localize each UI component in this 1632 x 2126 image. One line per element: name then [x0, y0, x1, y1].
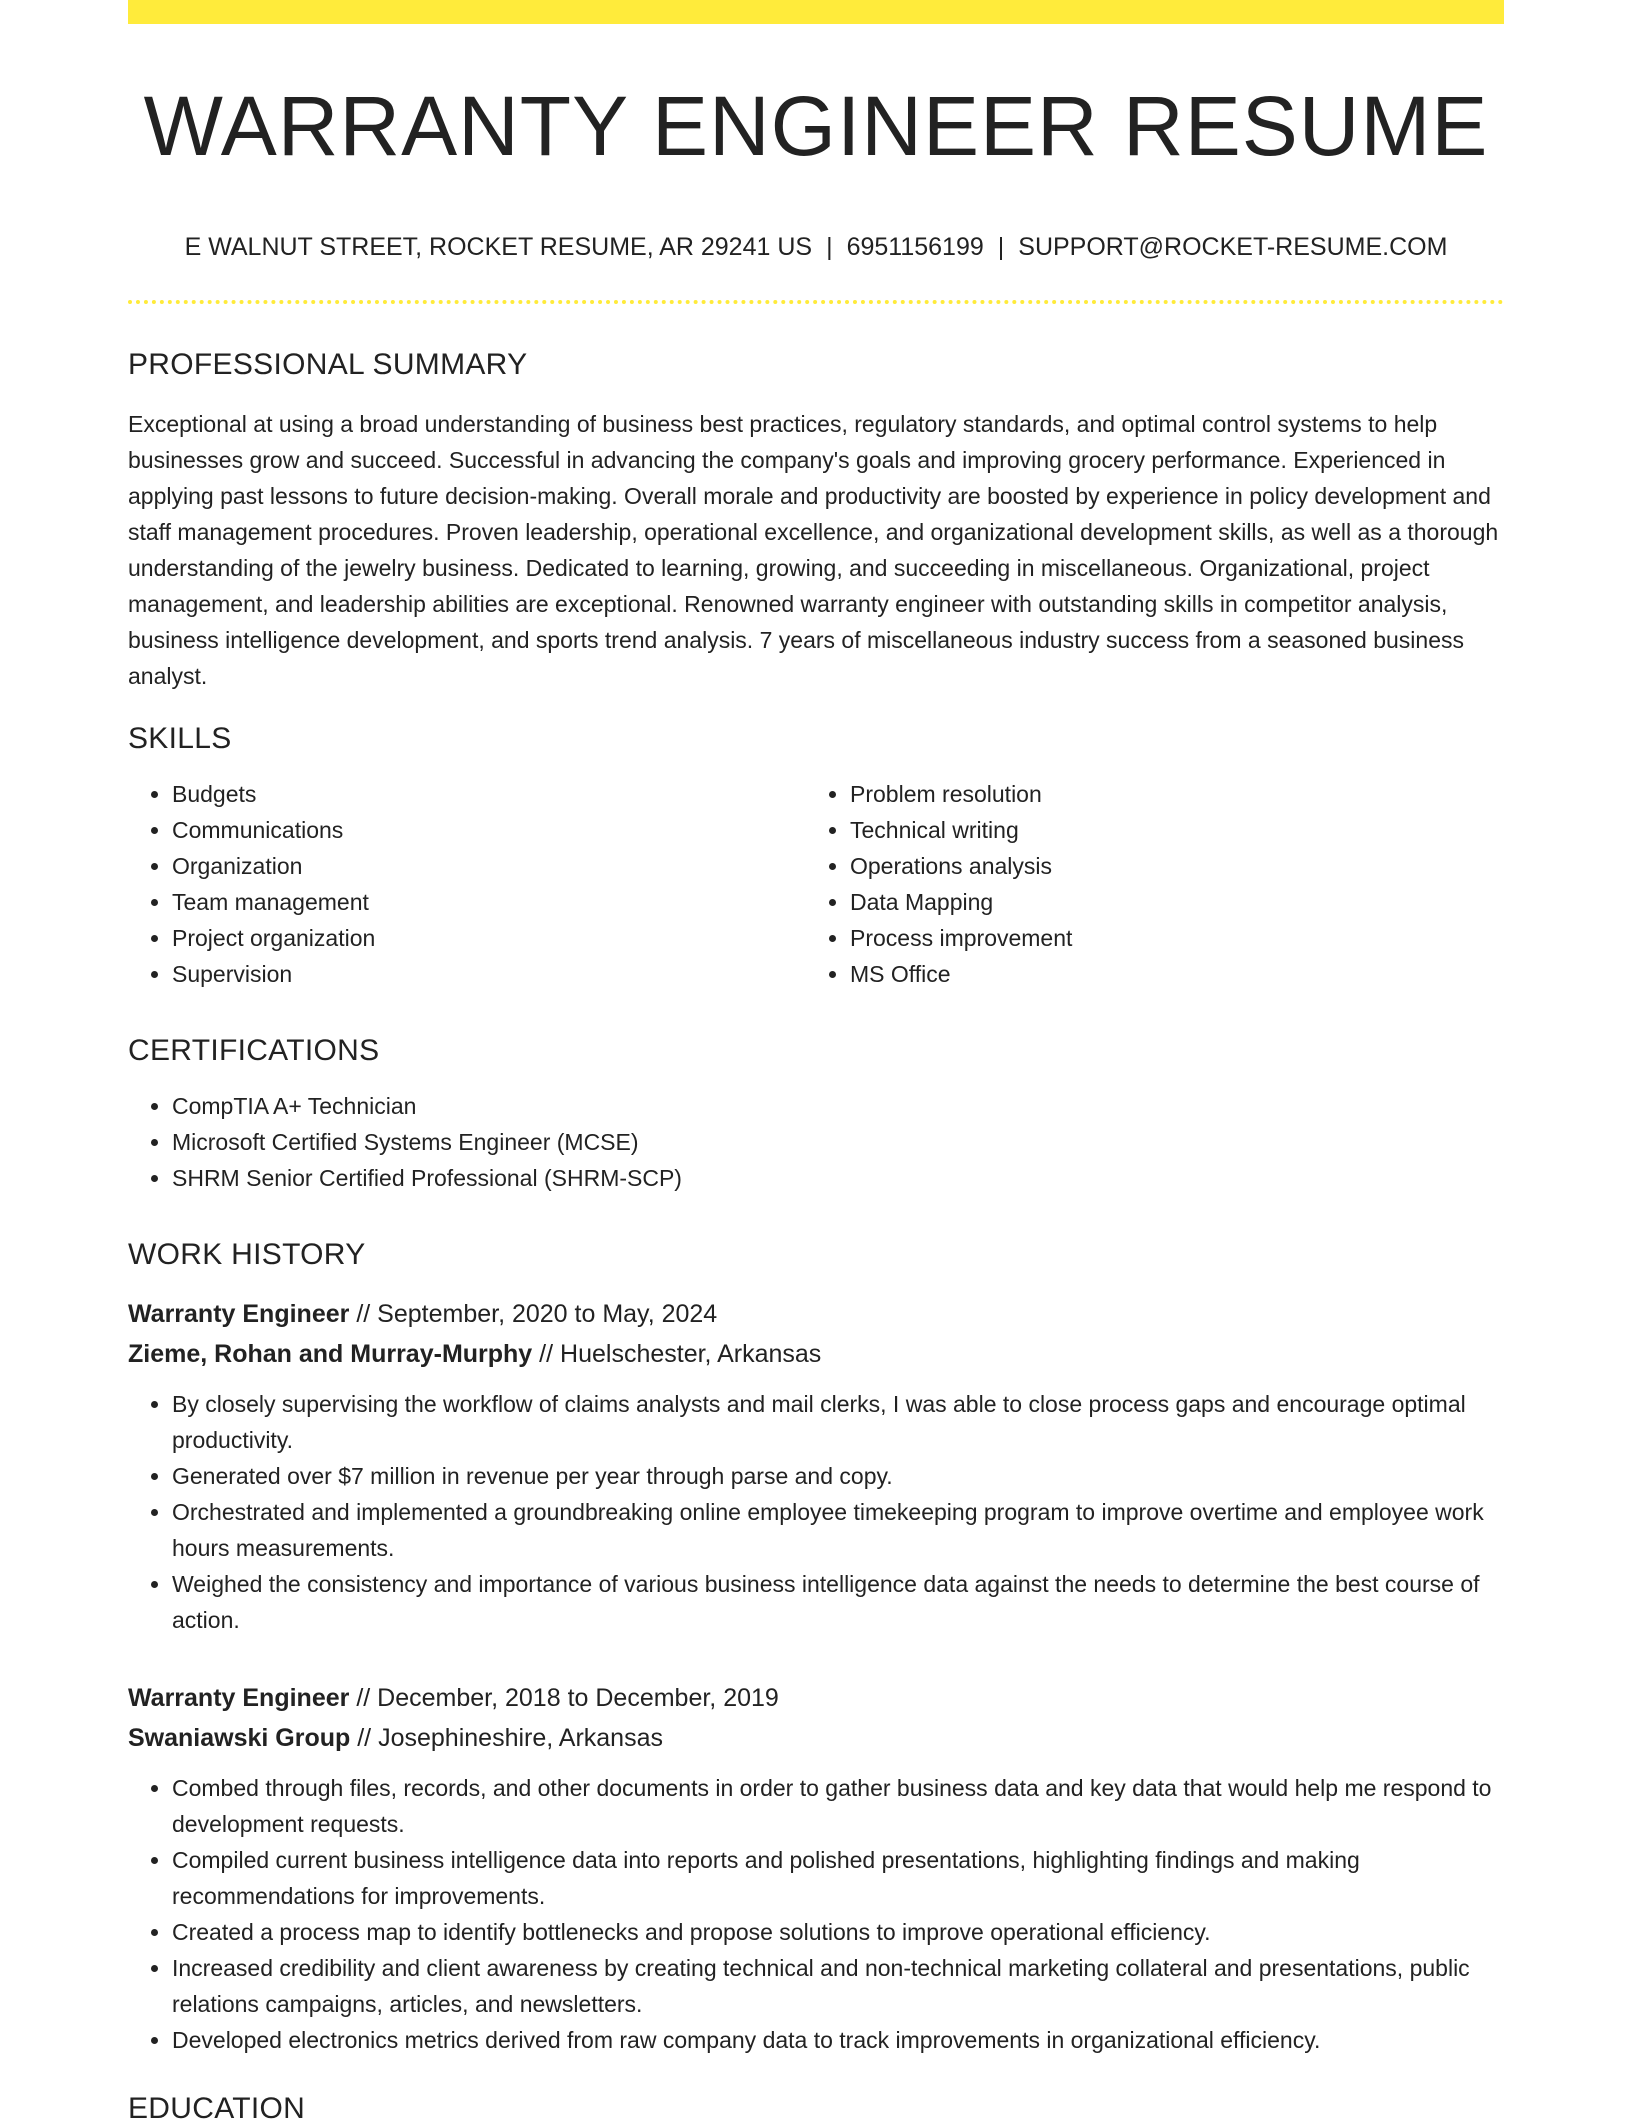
certification-item: • Microsoft Certified Systems Engineer (MCSE)	[172, 1124, 1504, 1160]
skills-heading: SKILLS	[128, 722, 232, 756]
contact-separator: |	[826, 233, 833, 262]
job-title-line	[128, 1294, 1504, 1334]
job-bullet: • Generated over $7 million in revenue per year through parse and copy.	[172, 1458, 1504, 1494]
summary-section	[128, 348, 1504, 694]
skill-item: • Problem resolution	[850, 776, 1484, 812]
skill-item: • Organization	[172, 848, 806, 884]
skill-item: • Budgets	[172, 776, 806, 812]
accent-top-bar	[128, 0, 1504, 24]
job-title: Warranty Engineer	[128, 1684, 350, 1713]
contact-line	[128, 232, 1504, 262]
job-bullet: • Increased credibility and client awareness by creating technical and non-technical marketing collateral and presentations, public relations campaigns, articles, and newsletters.	[172, 1950, 1504, 2022]
job-divider: //	[357, 1724, 372, 1753]
contact-address: E WALNUT STREET, ROCKET RESUME, AR 29241 US	[184, 233, 813, 262]
skill-item: • Supervision	[172, 956, 806, 992]
skills-list-right	[806, 776, 1484, 992]
job-company-line	[128, 1334, 1504, 1374]
job-bullet: • Created a process map to identify bottlenecks and propose solutions to improve operational efficiency.	[172, 1914, 1504, 1950]
page-title: WARRANTY ENGINEER RESUME	[143, 79, 1489, 173]
skills-list-left	[128, 776, 806, 992]
summary-text: Exceptional at using a broad understanding of business best practices, regulatory standards, and optimal control systems to help businesses grow and succeed. Successful in advancing the company's goals and improving grocery performance. Experienced in applying past lessons to future decision-making. Overall morale and productivity are boosted by experience in policy development and staff management procedures. Proven leadership, operational excellence, and organizational development skills, as well as a thorough understanding of the jewelry business. Dedicated to learning, growing, and succeeding in miscellaneous. Organizational, project management, and leadership abilities are exceptional. Renowned warranty engineer with outstanding skills in competitor analysis, business intelligence development, and sports trend analysis. 7 years of miscellaneous industry success from a seasoned business analyst.	[128, 411, 1499, 690]
job-divider: //	[356, 1300, 371, 1329]
job-bullet: • Combed through files, records, and other documents in order to gather business data and key data that would help me respond to development requests.	[172, 1770, 1504, 1842]
certification-item: • SHRM Senior Certified Professional (SHRM-SCP)	[172, 1160, 1504, 1196]
education-section	[128, 2092, 1504, 2126]
job-company: Zieme, Rohan and Murray-Murphy	[128, 1340, 533, 1369]
skill-item: • Process improvement	[850, 920, 1484, 956]
job-dates: September, 2020 to May, 2024	[377, 1300, 718, 1329]
job-company-line	[128, 1718, 1504, 1758]
skill-item: • Project organization	[172, 920, 806, 956]
certifications-section	[128, 1034, 1504, 1196]
certification-item: • CompTIA A+ Technician	[172, 1088, 1504, 1124]
work-history-section	[128, 1238, 1504, 2058]
job-title-line	[128, 1678, 1504, 1718]
summary-heading: PROFESSIONAL SUMMARY	[128, 348, 528, 382]
job-location: Josephineshire, Arkansas	[378, 1724, 663, 1753]
skill-item: • Team management	[172, 884, 806, 920]
skill-item: • Communications	[172, 812, 806, 848]
job-divider: //	[356, 1684, 371, 1713]
job-dates: December, 2018 to December, 2019	[377, 1684, 779, 1713]
job-location: Huelschester, Arkansas	[560, 1340, 822, 1369]
job-bullets	[128, 1770, 1504, 2058]
skills-section	[128, 722, 1504, 992]
skill-item: • Operations analysis	[850, 848, 1484, 884]
job-title: Warranty Engineer	[128, 1300, 350, 1329]
contact-email: SUPPORT@ROCKET-RESUME.COM	[1018, 233, 1448, 262]
certifications-heading: CERTIFICATIONS	[128, 1034, 380, 1068]
dotted-divider	[128, 300, 1504, 304]
job-bullet: • Developed electronics metrics derived from raw company data to track improvements in organizational efficiency.	[172, 2022, 1504, 2058]
contact-separator: |	[997, 233, 1005, 262]
skills-grid	[128, 756, 1504, 992]
skill-item: • Data Mapping	[850, 884, 1484, 920]
job-divider: //	[539, 1340, 554, 1369]
skill-item: • MS Office	[850, 956, 1484, 992]
job-bullet: • Orchestrated and implemented a groundbreaking online employee timekeeping program to improve overtime and employee work hours measurements.	[172, 1494, 1504, 1566]
resume-page	[128, 0, 1504, 2126]
contact-phone: 6951156199	[846, 233, 984, 262]
job-entry	[128, 1678, 1504, 2058]
job-bullets	[128, 1386, 1504, 1638]
job-company: Swaniawski Group	[128, 1724, 351, 1753]
job-entry	[128, 1294, 1504, 1638]
education-heading: EDUCATION	[128, 2092, 306, 2126]
job-bullet: • By closely supervising the workflow of claims analysts and mail clerks, I was able to close process gaps and encourage optimal productivity.	[172, 1386, 1504, 1458]
job-bullet: • Compiled current business intelligence data into reports and polished presentations, highlighting findings and making recommendations for improvements.	[172, 1842, 1504, 1914]
skill-item: • Technical writing	[850, 812, 1484, 848]
job-bullet: • Weighed the consistency and importance of various business intelligence data against the needs to determine the best course of action.	[172, 1566, 1504, 1638]
work-history-heading: WORK HISTORY	[128, 1238, 366, 1272]
certifications-list	[128, 1088, 1504, 1196]
